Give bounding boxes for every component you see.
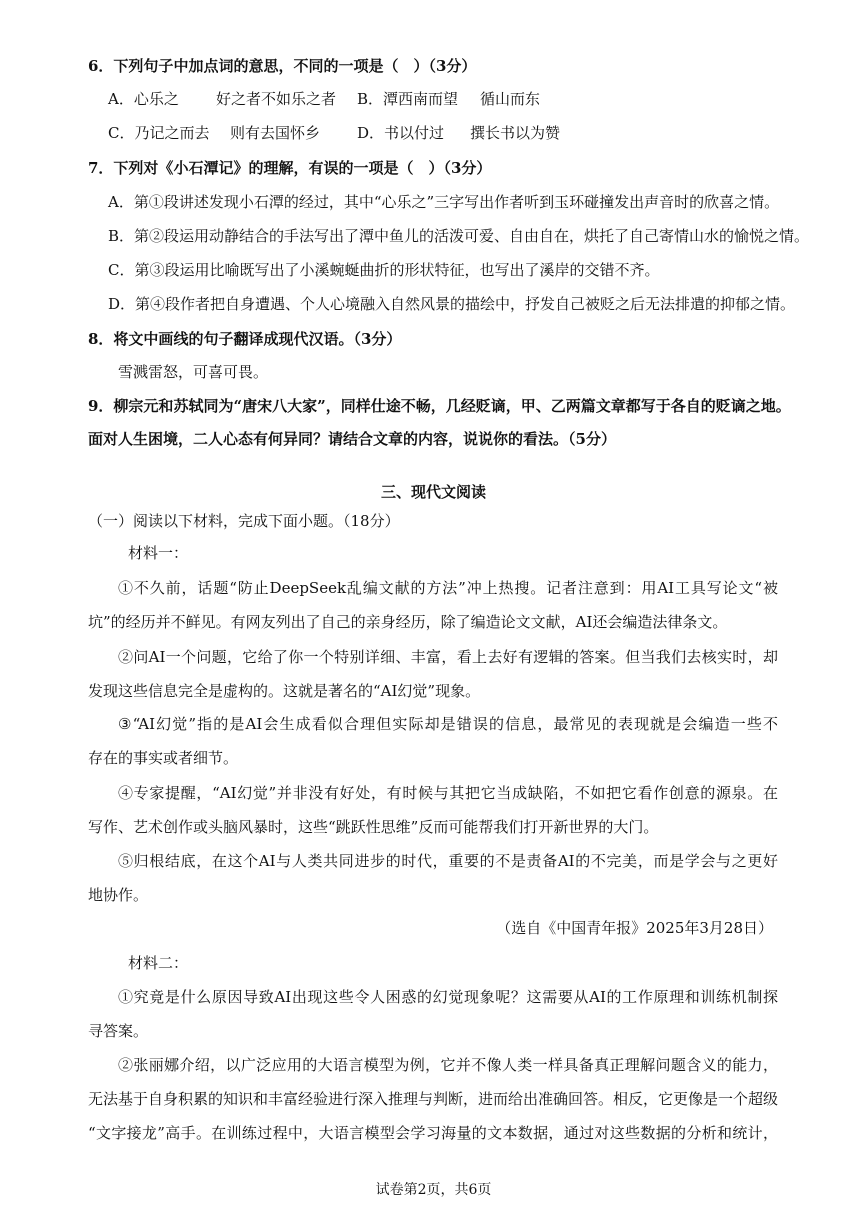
material1-line: ⑤归根结底，在这个AI与人类共同进步的时代，重要的不是责备AI的不完美，而是学会与之更好 <box>118 852 778 870</box>
q6-option-b: B．潭西南而望 <box>357 90 459 108</box>
page-footer: 试卷第2页，共6页 <box>375 1182 492 1198</box>
q6-option-c-compare: 则有去国怀乡 <box>230 124 321 142</box>
q8-sentence: 雪溅雷怒，可喜可畏。 <box>118 363 269 381</box>
q9-stem-line1: 9．柳宗元和苏轼同为“唐宋八大家”，同样仕途不畅，几经贬谪，甲、乙两篇文章都写于各自的贬谪之地。 <box>88 397 791 415</box>
material1-line: 地协作。 <box>88 886 149 904</box>
material1-line: ③“AI幻觉”指的是AI会生成看似合理但实际却是错误的信息，最常见的表现就是会编造一些不 <box>118 715 778 733</box>
q7-option-b: B．第②段运用动静结合的手法写出了潭中鱼儿的活泼可爱、自由自在，烘托了自己寄情山水的愉悦之情。 <box>108 227 810 245</box>
q8-stem: 8．将文中画线的句子翻译成现代汉语。（3分） <box>88 330 402 348</box>
material1-line: 写作、艺术创作或头脑风暴时，这些“跳跃性思维”反而可能帮我们打开新世界的大门。 <box>88 818 659 836</box>
q7-stem: 7．下列对《小石潭记》的理解，有误的一项是（ ）（3分） <box>88 159 492 177</box>
material1-line: ②问AI一个问题，它给了你一个特别详细、丰富，看上去好有逻辑的答案。但当我们去核实时，却 <box>118 648 778 666</box>
material1-line: 坑”的经历并不鲜见。有网友列出了自己的亲身经历，除了编造论文文献，AI还会编造法律条文。 <box>88 613 728 631</box>
q6-option-d-compare: 撰长书以为赞 <box>470 124 561 142</box>
material1-line: 发现这些信息完全是虚构的。这就是著名的“AI幻觉”现象。 <box>88 682 481 700</box>
material2-line: ①究竟是什么原因导致AI出现这些令人困惑的幻觉现象呢？这需要从AI的工作原理和训练机制探 <box>118 988 778 1006</box>
material1-line: 存在的事实或者细节。 <box>88 749 239 767</box>
section-subtitle: （一）阅读以下材料，完成下面小题。（18分） <box>88 512 400 530</box>
material2-line: 寻答案。 <box>88 1022 149 1040</box>
q6-option-a-compare: 好之者不如乐之者 <box>216 90 337 108</box>
material2-line: 无法基于自身积累的知识和丰富经验进行深入推理与判断，进而给出准确回答。相反，它更像是一个超级 <box>88 1090 778 1108</box>
material1-line: ①不久前，话题“防止DeepSeek乱编文献的方法”冲上热搜。记者注意到：用AI工具写论文“被 <box>118 579 778 597</box>
q6-option-b-compare: 循山而东 <box>480 90 541 108</box>
section-title: 三、现代文阅读 <box>380 483 486 501</box>
material1-label: 材料一： <box>128 544 189 562</box>
q6-stem: 6．下列句子中加点词的意思，不同的一项是（ ）（3分） <box>88 57 477 75</box>
q6-option-a: A．心乐之 <box>108 90 179 108</box>
material1-line: ④专家提醒，“AI幻觉”并非没有好处，有时候与其把它当成缺陷，不如把它看作创意的源泉。在 <box>118 784 778 802</box>
q6-option-c: C．乃记之而去 <box>108 124 210 142</box>
q6-option-d: D．书以付过 <box>357 124 445 142</box>
material2-label: 材料二： <box>128 954 189 972</box>
q7-option-d: D．第④段作者把自身遭遇、个人心境融入自然风景的描绘中，抒发自己被贬之后无法排遣的抑郁之情。 <box>108 295 796 313</box>
q7-option-c: C．第③段运用比喻既写出了小溪蜿蜒曲折的形状特征，也写出了溪岸的交错不齐。 <box>108 261 660 279</box>
material1-source: （选自《中国青年报》2025年3月28日） <box>496 919 773 937</box>
material2-line: “文字接龙”高手。在训练过程中，大语言模型会学习海量的文本数据，通过对这些数据的分析和统计， <box>88 1124 778 1142</box>
q9-stem-line2: 面对人生困境，二人心态有何异同？请结合文章的内容，说说你的看法。（5分） <box>88 430 616 448</box>
material2-line: ②张丽娜介绍，以广泛应用的大语言模型为例，它并不像人类一样具备真正理解问题含义的能力， <box>118 1056 778 1074</box>
q7-option-a: A．第①段讲述发现小石潭的经过，其中“心乐之”三字写出作者听到玉环碰撞发出声音时的欣喜之情。 <box>108 193 780 211</box>
